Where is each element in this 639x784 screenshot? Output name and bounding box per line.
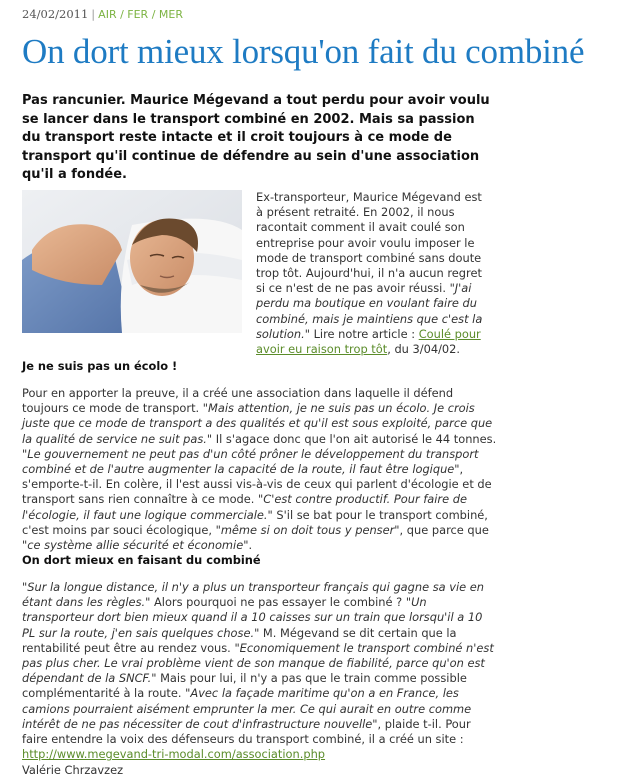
association-site-link[interactable]: http://www.megevand-tri-modal.com/association.php xyxy=(22,747,326,762)
para-text: Pour en apporter la preuve, il a créé une association dans laquelle il défend toujours ce mode de transport. xyxy=(22,386,454,416)
article-date: 24/02/2011 xyxy=(22,7,89,21)
intro-text: Ex-transporteur, Maurice Mégevand est à présent retraité. En 2002, il nous racontait comment il avait coulé son entreprise pour avoir voulu imposer le mode de transport combiné sans doute trop tôt. Aujourd'hui, il n'a aucun regret si ce n'est de ne pas avoir réussi. xyxy=(256,190,482,296)
category-link[interactable]: AIR / FER / MER xyxy=(98,8,183,21)
intro-read-more-text: Lire notre article : xyxy=(309,326,419,341)
meta-separator: | xyxy=(91,7,96,21)
para-quote: "Avec la façade maritime qu'on a en France, les camions pourraient aisément emprunter la mer. Ce qui aurait en outre comme intérêt de ne pas nécessiter de cout d'infrastructure nouvelle" xyxy=(22,686,472,731)
sleeping-man-photo xyxy=(22,190,242,333)
para-text: . xyxy=(248,538,253,553)
para-quote: "Mais attention, je ne suis pas un écolo. Je crois juste que ce mode de transport a des qualités et qu'il est sous exploité, parce que la qualité de service ne suit pas." xyxy=(22,401,493,446)
article-lead: Pas rancunier. Maurice Mégevand a tout perdu pour avoir voulu se lancer dans le transport combiné en 2002. Mais sa passion du transport reste intacte et il croit toujours à ce mode de transport qu'il continue de défendre au sein d'une association qu'il a fondée. xyxy=(22,93,490,182)
para-text: , que parce que xyxy=(399,522,489,537)
para-quote: "ce système allie sécurité et économie" xyxy=(22,538,249,553)
para-text: Alors pourquoi ne pas essayer le combiné ? xyxy=(150,595,406,610)
para-quote: "C'est contre productif. Pour faire de l'écologie, il faut une logique commerciale." xyxy=(22,492,467,522)
para-text: Mais pour lui, il n'y a pas que le train comme possible complémentarité à la route. xyxy=(22,671,467,701)
article-title: On dort mieux lorsqu'on fait du combiné xyxy=(22,32,585,71)
para-text: M. Mégevand se dit certain que la rentabilité peut être au rendez vous. xyxy=(22,625,457,655)
section-paragraph-ecolo xyxy=(22,386,497,553)
intro-paragraph xyxy=(256,190,491,357)
para-quote: "Economiquement le transport combiné n'est pas plus cher. Le vrai problème vient de son manque de fiabilité, parce qu'on est dépendant de la SNCF." xyxy=(22,640,494,686)
related-article-link[interactable]: Coulé pour avoir eu raison trop tôt xyxy=(256,326,481,357)
para-quote: "Sur la longue distance, il n'y a plus un transporteur français qui gagne sa vie en étant dans les règles." xyxy=(22,580,485,610)
para-text: Il s'agace donc que l'on ait autorisé le 44 tonnes. xyxy=(212,431,497,446)
para-quote: "Le gouvernement ne peut pas d'un côté prôner le développement du transport combiné et de l'autre augmenter la capacité de la route, il faut être logique" xyxy=(22,446,479,477)
intro-date-text: , du 3/04/02. xyxy=(387,342,461,357)
article-author: Valérie Chrzavzez xyxy=(22,763,124,777)
para-quote: "Un transporteur dort bien mieux quand il a 10 caisses sur un train que lorsqu'il a 10 PL sur la route, j'en sais quelques chose." xyxy=(22,595,483,640)
para-quote: "même si on doit tous y penser" xyxy=(215,522,400,537)
intro-quote: "J'ai perdu ma boutique en voulant faire du combiné, mais je maintiens que c'est la solution." xyxy=(256,281,483,341)
para-text: S'il se bat pour le transport combiné, c'est moins par souci écologique, xyxy=(22,507,488,537)
section-heading-ecolo: Je ne suis pas un écolo ! xyxy=(22,359,178,373)
para-text: , plaide t-il. Pour faire entendre la voix des défenseurs du transport combiné, il a créé un site : xyxy=(22,716,471,747)
section-heading-combine: On dort mieux en faisant du combiné xyxy=(22,553,261,567)
section-paragraph-combine xyxy=(22,580,497,762)
para-text: , s'emporte-t-il. En colère, il l'est aussi vis-à-vis de ceux qui parlent d'écologie et de transport sans rien connaître à ce mode. xyxy=(22,462,492,507)
article-meta xyxy=(22,7,183,22)
